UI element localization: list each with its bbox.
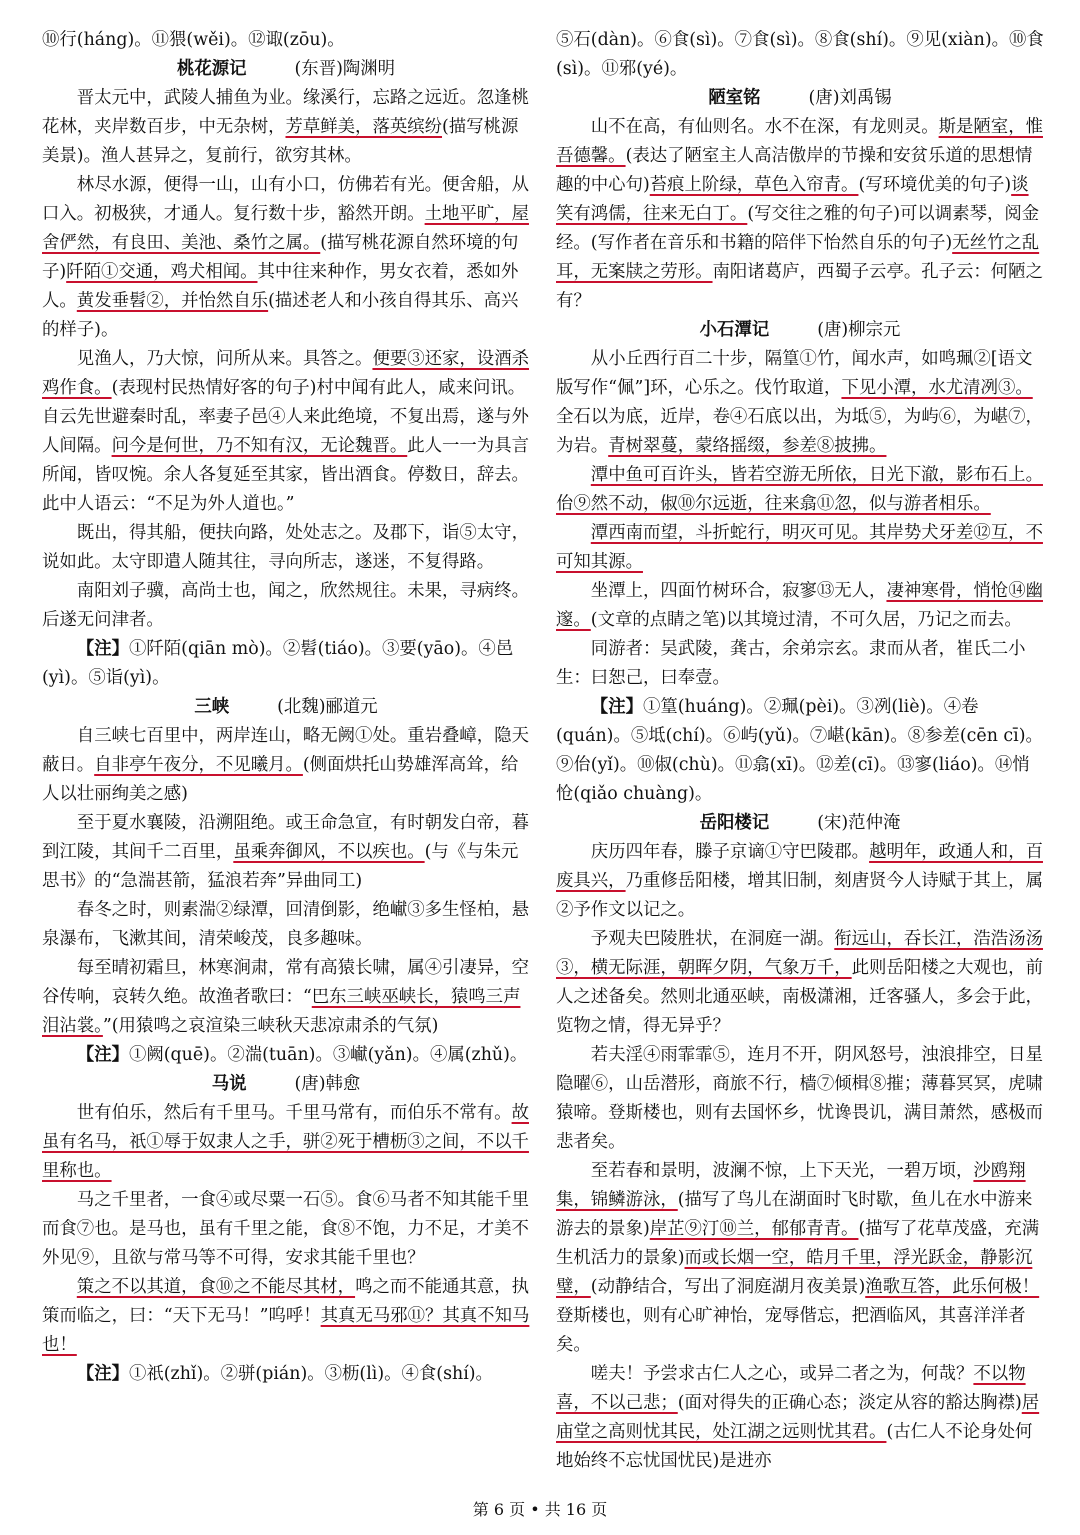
key-sentence: 问今是何世，乃不知有汉，无论魏晋。 (111, 436, 408, 456)
left-column (42, 26, 530, 1389)
annotation-notes: 【注】①阡陌(qiān mò)。②髫(tiáo)。③要(yāo)。④邑(yì)。⑤诣(yì)。 (42, 639, 514, 688)
carryover-notes: ⑩行(háng)。⑪猥(wěi)。⑫诹(zōu)。 (42, 30, 345, 50)
key-sentence: 便要③还家，设酒杀鸡作食。 (42, 349, 529, 398)
carryover-notes: ⑤石(dàn)。⑥食(sì)。⑦食(sì)。⑧食(shí)。⑨见(xiàn)。⑩食(sì)。⑪邪(yé)。 (556, 30, 1044, 79)
paragraph: 从小丘西行百二十步，隔篁①竹，闻水声，如鸣珮②[语文版写作“佩”]环，心乐之。伐竹取道，下见小潭，水尤清冽③。全石以为底，近岸，卷④石底以出，为坻⑤，为屿⑥，为嵁⑦，为岩。青树翠蔓，蒙络摇缀，参差⑧披拂。 (556, 349, 1043, 456)
paragraph: 晋太元中，武陵人捕鱼为业。缘溪行，忘路之远近。忽逢桃花林，夹岸数百步，中无杂树，芳草鲜美，落英缤纷(描写桃源美景)。渔人甚异之，复前行，欲穷其林。 (42, 88, 529, 166)
key-sentence: 阡陌①交通，鸡犬相闻。 (66, 262, 258, 282)
author: (北魏)郦道元 (277, 697, 378, 717)
paragraph: 至若春和景明，波澜不惊，上下天光，一碧万顷，沙鸥翔集，锦鳞游泳，(描写了鸟儿在湖面时飞时歇，鱼儿在水中游来游去的景象)岸芷⑨汀⑩兰，郁郁青青。(描写了花草茂盛，充满生机活力的景象)而或长烟一空，皓月千里，浮光跃金，静影沉璧，(动静结合，写出了洞庭湖月夜美景)渔歌互答，此乐何极！登斯楼也，则有心旷神怡，宠辱偕忘，把酒临风，其喜洋洋者矣。 (556, 1161, 1040, 1355)
key-sentence: 凄神寒骨，悄怆⑭幽邃。 (556, 581, 1043, 630)
key-sentence: 无丝竹之乱耳，无案牍之劳形。 (556, 233, 1040, 282)
key-sentence: 谈笑有鸿儒，往来无白丁。 (556, 175, 1029, 224)
key-sentence: 巴东三峡巫峡长，猿鸣三声泪沾裳。 (42, 987, 521, 1036)
key-sentence: 沙鸥翔集，锦鳞游泳， (556, 1161, 1026, 1210)
paragraph: 坐潭上，四面竹树环合，寂寥⑬无人，凄神寒骨，悄怆⑭幽邃。(文章的点睛之笔)以其境过清，不可久居，乃记之而去。 (556, 581, 1043, 630)
key-sentence: 潭西南而望，斗折蛇行，明灭可见。其岸势犬牙差⑫互，不可知其源。 (556, 523, 1043, 572)
annotation-notes: 【注】①篁(huáng)。②珮(pèi)。③冽(liè)。④卷(quán)。⑤坻(chí)。⑥屿(yǔ)。⑦嵁(kān)。⑧参差(cēn cī)。⑨佁(yǐ)。⑩俶(chù)。⑪翕(xī)。⑫差(cī)。⑬寥(liáo)。⑭悄怆(qiǎo chuàng)。 (556, 697, 1043, 804)
key-sentence: 其真无马邪⑪？其真不知马也！ (42, 1306, 530, 1355)
author: (唐)韩愈 (294, 1074, 361, 1094)
right-column (556, 26, 1044, 1476)
key-sentence: 岸芷⑨汀⑩兰，郁郁青青。 (649, 1219, 859, 1239)
key-sentence: 故虽有名马，祇①辱于奴隶人之手，骈②死于槽枥③之间，不以千里称也。 (42, 1103, 529, 1181)
poem-title-mashuo: 马说 (唐)韩愈 (211, 1074, 361, 1094)
poem-title-taohuayuanji: 桃花源记 (东晋)陶渊明 (176, 59, 396, 79)
paragraph: 予观夫巴陵胜状，在洞庭一湖。衔远山，吞长江，浩浩汤汤③，横无际涯，朝晖夕阴，气象万千，此则岳阳楼之大观也，前人之述备矣。然则北通巫峡，南极潇湘，迁客骚人，多会于此，览物之情，得无异乎？ (556, 929, 1043, 1036)
paragraph: 每至晴初霜旦，林寒涧肃，常有高猿长啸，属④引凄异，空谷传响，哀转久绝。故渔者歌曰：“巴东三峡巫峡长，猿鸣三声泪沾裳。”(用猿鸣之哀渲染三峡秋天悲凉肃杀的气氛) (42, 958, 529, 1036)
paragraph: 若夫淫④雨霏霏⑤，连月不开，阴风怒号，浊浪排空，日星隐曜⑥，山岳潜形，商旅不行，樯⑦倾楫⑧摧；薄暮冥冥，虎啸猿啼。登斯楼也，则有去国怀乡，忧谗畏讥，满目萧然，感极而悲者矣。 (556, 1045, 1043, 1152)
key-sentence: 虽乘奔御风，不以疾也。 (233, 842, 425, 862)
poem-title-xiaoshitanji: 小石潭记 (唐)柳宗元 (699, 320, 901, 340)
paragraph: 林尽水源，便得一山，山有小口，仿佛若有光。便舍船，从口入。初极狭，才通人。复行数十步，豁然开朗。土地平旷，屋舍俨然，有良田、美池、桑竹之属。(描写桃花源自然环境的句子)阡陌①交通，鸡犬相闻。其中往来种作，男女衣着，悉如外人。黄发垂髫②，并怡然自乐(描述老人和小孩自得其乐、高兴的样子)。 (42, 175, 529, 340)
author: (东晋)陶渊明 (294, 59, 396, 79)
key-sentence: 潭中鱼可百许头，皆若空游无所依，日光下澈，影布石上。佁⑨然不动，俶⑩尔远逝，往来翕⑪忽，似与游者相乐。 (556, 465, 1043, 514)
key-sentence: 越明年，政通人和，百废具兴， (556, 842, 1043, 891)
paragraph: 庆历四年春，滕子京谪①守巴陵郡。越明年，政通人和，百废具兴，乃重修岳阳楼，增其旧制，刻唐贤今人诗赋于其上，属②予作文以记之。 (556, 842, 1043, 920)
paragraph: 世有伯乐，然后有千里马。千里马常有，而伯乐不常有。故虽有名马，祇①辱于奴隶人之手，骈②死于槽枥③之间，不以千里称也。 (42, 1103, 529, 1181)
paragraph (556, 461, 1044, 519)
key-sentence: 自非亭午夜分，不见曦月。 (94, 755, 303, 775)
author: (唐)刘禹锡 (808, 88, 892, 108)
key-sentence: 青树翠蔓，蒙络摇缀，参差⑧披拂。 (608, 436, 887, 456)
key-sentence: 不以物喜，不以己悲； (556, 1364, 1026, 1413)
key-sentence: 芳草鲜美，落英缤纷 (285, 117, 443, 137)
key-sentence: 斯是陋室，惟吾德馨。 (556, 117, 1043, 166)
poem-title-yueyanglouji: 岳阳楼记 (宋)范仲淹 (699, 813, 901, 833)
paragraph: 春冬之时，则素湍②绿潭，回清倒影，绝𪩘③多生怪柏，悬泉瀑布，飞漱其间，清荣峻茂，良多趣味。 (42, 900, 529, 949)
annotation-notes: 【注】①阙(quē)。②湍(tuān)。③𪩘(yǎn)。④属(zhǔ)。 (76, 1045, 528, 1065)
key-sentence: 而或长烟一空，皓月千里，浮光跃金，静影沉璧， (556, 1248, 1033, 1297)
paragraph: 南阳刘子骥，高尚士也，闻之，欣然规往。未果，寻病终。后遂无问津者。 (42, 581, 529, 630)
key-sentence: 土地平旷，屋舍俨然，有良田、美池、桑竹之属。 (42, 204, 529, 253)
author: (宋)范仲淹 (817, 813, 901, 833)
paragraph: 马之千里者，一食④或尽粟一石⑤。食⑥马者不知其能千里而食⑦也。是马也，虽有千里之能，食⑧不饱，力不足，才美不外见⑨，且欲与常马等不可得，安求其能千里也？ (42, 1190, 529, 1268)
paragraph: 见渔人，乃大惊，问所从来。具答之。便要③还家，设酒杀鸡作食。(表现村民热情好客的句子)村中闻有此人，咸来问讯。自云先世避秦时乱，率妻子邑④人来此绝境，不复出焉，遂与外人间隔。问今是何世，乃不知有汉，无论魏晋。此人一一为具言所闻，皆叹惋。余人各复延至其家，皆出酒食。停数日，辞去。此中人语云：“不足为外人道也。” (42, 349, 529, 514)
author: (唐)柳宗元 (817, 320, 901, 340)
key-sentence: 策之不以其道，食⑩之不能尽其材， (76, 1277, 356, 1297)
annotation-notes: 【注】①祇(zhǐ)。②骈(pián)。③枥(lì)。④食(shí)。 (76, 1364, 493, 1384)
poem-title-sanxia: 三峡 (北魏)郦道元 (194, 697, 378, 717)
paragraph: 山不在高，有仙则名。水不在深，有龙则灵。斯是陋室，惟吾德馨。(表达了陋室主人高洁傲岸的节操和安贫乐道的思想情趣的中心句)苔痕上阶绿，草色入帘青。(写环境优美的句子)谈笑有鸿儒，往来无白丁。(写交往之雅的句子)可以调素琴，阅金经。(写作者在音乐和书籍的陪伴下怡然自乐的句子)无丝竹之乱耳，无案牍之劳形。南阳诸葛庐，西蜀子云亭。孔子云：何陋之有？ (556, 117, 1043, 311)
page-footer: 第 6 页 • 共 16 页 (472, 1500, 608, 1519)
paragraph: 至于夏水襄陵，沿溯阻绝。或王命急宣，有时朝发白帝，暮到江陵，其间千二百里，虽乘奔御风，不以疾也。(与《与朱元思书》的“急湍甚箭，猛浪若奔”异曲同工) (42, 813, 529, 891)
paragraph: 同游者：吴武陵，龚古，余弟宗玄。隶而从者，崔氏二小生：曰恕己，曰奉壹。 (556, 639, 1026, 688)
paragraph: 嗟夫！予尝求古仁人之心，或异二者之为，何哉？不以物喜，不以己悲；(面对得失的正确心态；淡定从容的豁达胸襟)居庙堂之高则忧其民，处江湖之远则忧其君。(古仁人不论身处何地始终不忘忧国忧民)是进亦 (556, 1364, 1040, 1471)
poem-title-loushiming: 陋室铭 (唐)刘禹锡 (708, 88, 892, 108)
key-sentence: 衔远山，吞长江，浩浩汤汤③，横无际涯，朝晖夕阴，气象万千， (556, 929, 1043, 978)
key-sentence: 下见小潭，水尤清冽③。 (841, 378, 1033, 398)
paragraph: 自三峡七百里中，两岸连山，略无阙①处。重岩叠嶂，隐天蔽日。自非亭午夜分，不见曦月。(侧面烘托山势雄浑高耸，给人以壮丽绚美之感) (42, 726, 529, 804)
key-sentence: 苔痕上阶绿，草色入帘青。 (649, 175, 859, 195)
paragraph: 既出，得其船，便扶向路，处处志之。及郡下，诣⑤太守，说如此。太守即遣人随其往，寻向所志，遂迷，不复得路。 (42, 523, 529, 572)
key-sentence: 渔歌互答，此乐何极！ (865, 1277, 1040, 1297)
paragraph: 策之不以其道，食⑩之不能尽其材，鸣之而不能通其意，执策而临之，曰：“天下无马！”呜呼！其真无马邪⑪？其真不知马也！ (42, 1277, 530, 1355)
key-sentence: 黄发垂髫②，并怡然自乐 (76, 291, 269, 311)
paragraph (556, 519, 1044, 577)
key-sentence: 居庙堂之高则忧其民，处江湖之远则忧其君。 (556, 1393, 1040, 1442)
